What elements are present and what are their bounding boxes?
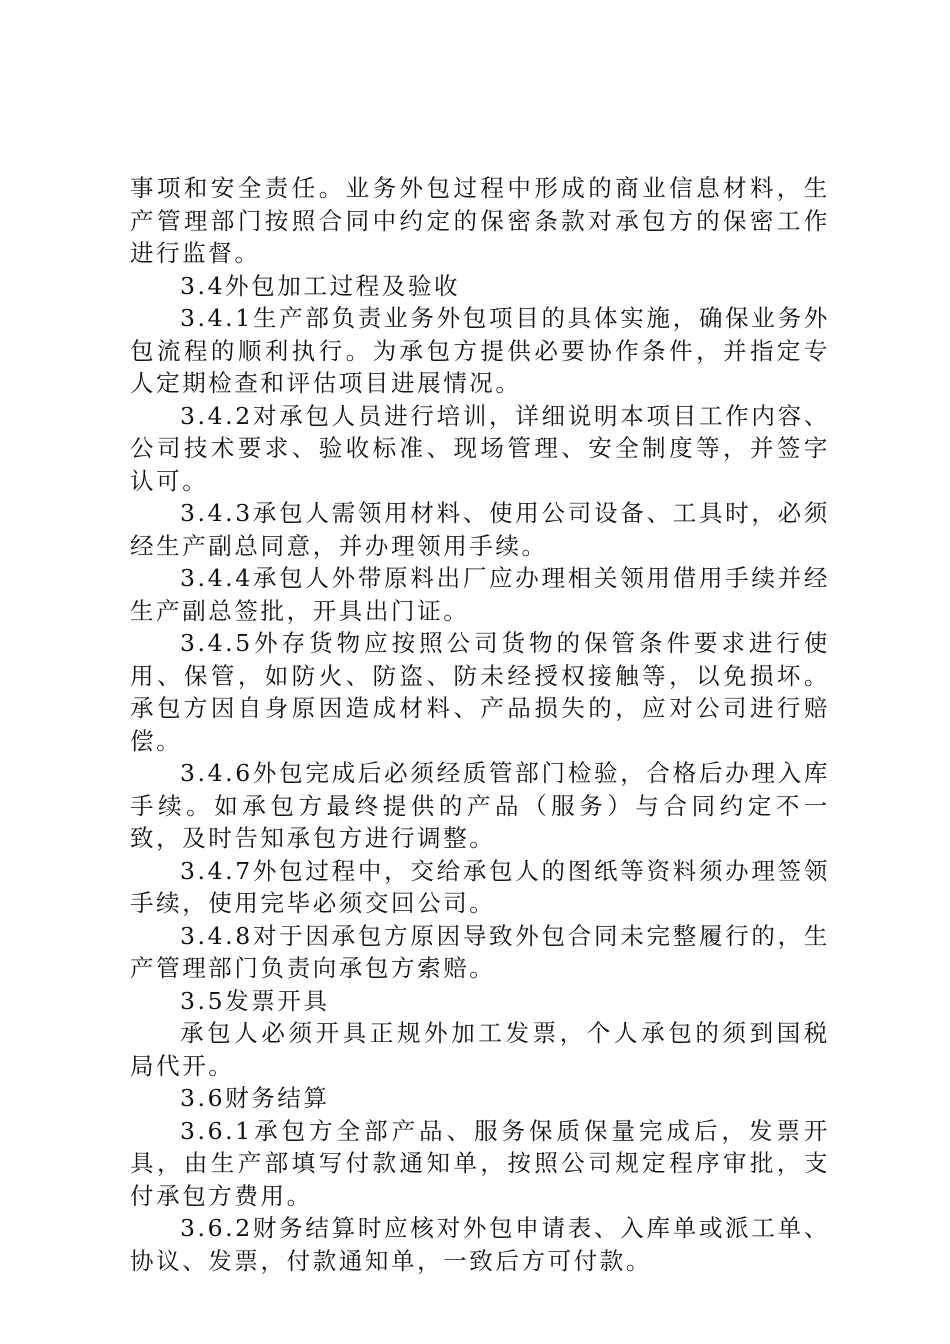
document-body	[130, 172, 830, 1277]
paragraph-invoice: 承包人必须开具正规外加工发票，个人承包的须到国税局代开。	[130, 1019, 830, 1080]
paragraph-3-6-1: 3.6.1承包方全部产品、服务保质保量完成后，发票开具，由生产部填写付款通知单，按照公司规定程序审批，支付承包方费用。	[130, 1116, 830, 1210]
paragraph-3-4-1: 3.4.1生产部负责业务外包项目的具体实施，确保业务外包流程的顺利执行。为承包方提供必要协作条件，并指定专人定期检查和评估项目进展情况。	[130, 304, 830, 397]
section-heading-3-5: 3.5发票开具	[180, 986, 330, 1015]
paragraph-3-4-4: 3.4.4承包人外带原料出厂应办理相关领用借用手续并经生产副总签批，开具出门证。	[130, 564, 830, 625]
paragraph-3-6-2: 3.6.2财务结算时应核对外包申请表、入库单或派工单、协议、发票，付款通知单，一致后方可付款。	[130, 1214, 830, 1275]
section-heading-3-4: 3.4外包加工过程及验收	[180, 271, 461, 300]
paragraph-3-4-2: 3.4.2对承包人员进行培训，详细说明本项目工作内容、公司技术要求、验收标准、现场管理、安全制度等，并签字认可。	[130, 401, 830, 495]
paragraph-3-4-6: 3.4.6外包完成后必须经质管部门检验，合格后办理入库手续。如承包方最终提供的产品（服务）与合同约定不一致，及时告知承包方进行调整。	[130, 759, 830, 852]
paragraph-3-4-5: 3.4.5外存货物应按照公司货物的保管条件要求进行使用、保管，如防火、防盗、防未经授权接触等，以免损坏。承包方因自身原因造成材料、产品损失的，应对公司进行赔偿。	[130, 629, 830, 755]
paragraph-confidentiality: 事项和安全责任。业务外包过程中形成的商业信息材料，生产管理部门按照合同中约定的保密条款对承包方的保密工作进行监督。	[130, 174, 830, 267]
section-heading-3-6: 3.6财务结算	[180, 1084, 330, 1112]
paragraph-3-4-3: 3.4.3承包人需领用材料、使用公司设备、工具时，必须经生产副总同意，并办理领用手续。	[130, 499, 830, 560]
paragraph-3-4-7: 3.4.7外包过程中，交给承包人的图纸等资料须办理签领手续，使用完毕必须交回公司。	[130, 856, 830, 917]
paragraph-3-4-8: 3.4.8对于因承包方原因导致外包合同未完整履行的，生产管理部门负责向承包方索赔。	[130, 921, 830, 982]
